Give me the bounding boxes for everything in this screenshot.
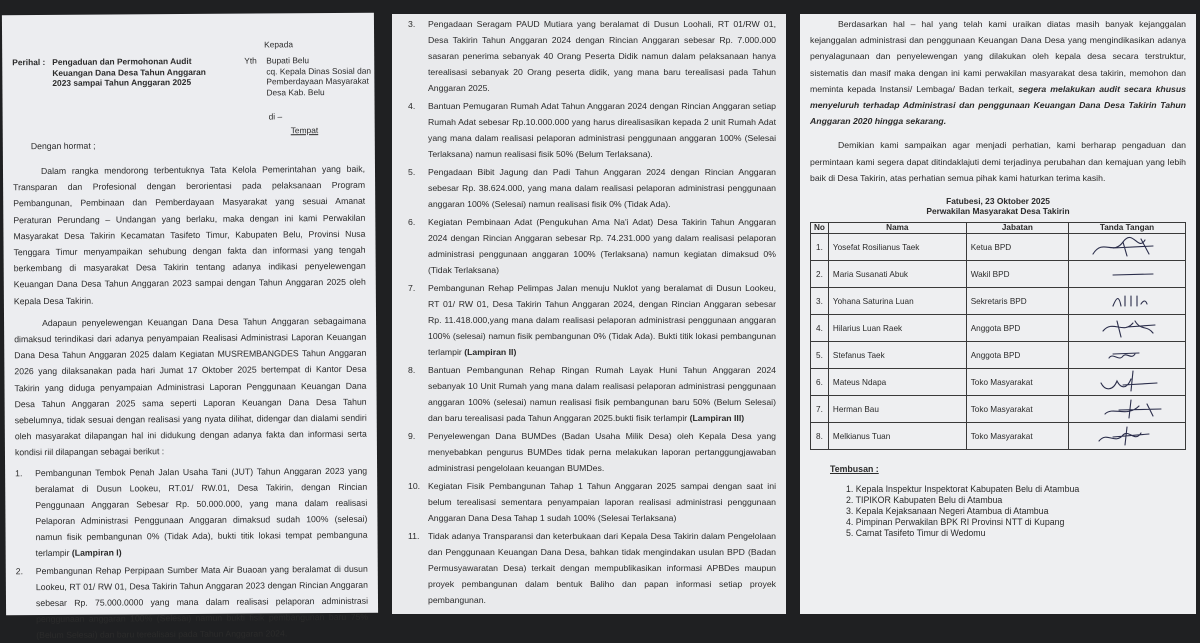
tembusan-item: 3. Kepala Kejaksanaan Negeri Atambua di Atambua <box>846 506 1049 517</box>
recipient-line: Bupati Belu <box>266 55 310 66</box>
paragraph-closing: Demikian kami sampaikan agar menjadi perhatian, kami berharap pengaduan dan permintaan kami segera dapat ditindaklajuti demi terjadinya perubahan dan kemajuan yang lebih baik di Desa Takirin, atas perhatian semua pihak kami haturkan terima kasih. <box>810 140 1186 183</box>
finding-item: 3. Pengadaan Seragam PAUD Mutiara yang beralamat di Dusun Loohali, RT 01/RW 01, Desa Takirin Tahun Anggaran 2024 dengan Rincian Anggaran sebesar Rp. 7.000.000 sasaran penerima sebanyak 40 Orang Peserta Didik namun dalam pelaksanaan hanya terealisasi sebanyak 20 Orang peserta didik, yang mana baru terealisasi pada Tahun Anggaran 2025. <box>408 19 776 93</box>
signatory-no: 5. <box>811 342 829 369</box>
col-header-jabatan: Jabatan <box>966 223 1068 234</box>
paragraph-findings: Adapaun penyelewengan Keuangan Dana Desa Tahun Anggaran sebagaimana dimaksud terindikasi dari adanya penyampaian Realisasi Administrasi Laporan Keuangan Dana Desa Tahun Anggaran 2025 dalam Kegiatan MUSREMBANGDES Tahun Anggaran 2026 yang dilaksanakan pada hari Jumat 17 Oktober 2025 bertempat di Kantor Desa Takirin yang diduga penyampaian Administrasi Laporan Penggunaan Keuangan Dana Desa Tahun Anggaran 2025 sama seperti Laporan Keuangan Dana Desa Tahun sebelumnya, tidak sesuai dengan realisasi yang nyata dilihat, didengar dan dialami sendiri oleh masyarakat dilapangan hal ini didukung dengan adanya fakta dan informasi serta kondisi riil dilapangan sebagai berikut : <box>14 315 367 458</box>
findings-list <box>15 462 368 642</box>
handwritten-signature <box>1069 369 1185 395</box>
handwritten-signature <box>1069 288 1185 314</box>
signatory-jabatan: Anggota BPD <box>966 342 1068 369</box>
finding-item: 6. Kegiatan Pembinaan Adat (Pengukuhan Ama Na'i Adat) Desa Takirin Tahun Anggaran 2024 dengan Rincian Anggaran sebesar Rp. 74.231.000 yang dalam realisasi pelaporan administrasi penggunaan anggaran 100% (Terlaksana) namun kegiatan dimaksud 0% (Tidak Terlaksana) <box>408 217 776 275</box>
finding-item: 2. Pembangunan Rehap Perpipaan Sumber Mata Air Buaoan yang beralamat di dusun Lookeu, RT 01/ RW 01, Desa Takirin Tahun Anggaran 2023 dengan Rincian Anggaran sebesar Rp. 75.000.0000 yang mana dalam realisasi pelaporan administrasi penggunaan anggaran 100% (Selesai) namun bukti fisik pembangunan baru 75% (Belum Selesai) dan baru terealisasi pada Tahun Anggaran 2024. <box>15 563 369 640</box>
signatory-no: 2. <box>811 261 829 288</box>
signatory-row <box>811 342 1186 369</box>
signatory-name: Herman Bau <box>828 396 966 423</box>
signatory-jabatan: Sekretaris BPD <box>966 288 1068 315</box>
signatory-jabatan: Toko Masyarakat <box>966 396 1068 423</box>
signatory-name: Yohana Saturina Luan <box>828 288 966 315</box>
finding-item: 9. Penyelewengan Dana BUMDes (Badan Usaha Milik Desa) oleh Kepala Desa yang menyebabkan pengurus BUMDes tidak perna melakukan laporan pertanggungjawaban administrasi pengelolaan keuangan BUMDes. <box>408 431 776 473</box>
finding-item: 11. Tidak adanya Transparansi dan keterbukaan dari Kepala Desa Takirin dalam Pengelolaan dan Penggunaan Keuangan Dana Desa, bahkan tidak mengindakan usulan BPD (Badan Permusyawaratan Desa) terkait dengan mempublikasikan informasi APBDes maupun proyek pembangunan dalam bentuk Baliho dan papan informasi setiap proyek pembangunan. <box>408 531 776 605</box>
greeting: Dengan hormat ; <box>30 140 96 152</box>
signature-image <box>1069 288 1186 315</box>
col-header-no: No <box>811 223 829 234</box>
signatory-name: Hilarius Luan Raek <box>828 315 966 342</box>
signatory-name: Mateus Ndapa <box>828 369 966 396</box>
signatory-row <box>811 423 1186 450</box>
signature-image <box>1069 396 1186 423</box>
signature-image <box>1069 369 1186 396</box>
handwritten-signature <box>1069 315 1185 341</box>
handwritten-signature <box>1069 342 1185 368</box>
finding-item: 8. Bantuan Pembangunan Rehap Ringan Rumah Layak Huni Tahun Anggaran 2024 sebanyak 10 Unit Rumah yang mana dalam realisasi pelaporan administrasi penggunaan anggaran 100% (selesai) namun realisasi fisik pembangunan baru 50% (Belum Selesai) dan baru terealisasi pada Tahun Anggaran 2025.bukti fisik terlampir (Lampiran III) <box>408 365 776 423</box>
tempat-label: Tempat <box>290 125 319 136</box>
signatory-no: 6. <box>811 369 829 396</box>
perihal-subject: Pengaduan dan Permohonan Audit Keuangan Dana Desa Tahun Anggaran 2023 sampai Tahun Anggaran 2025 <box>52 55 206 88</box>
place-date: Fatubesi, 23 Oktober 2025 <box>946 196 1050 207</box>
paragraph-intro: Dalam rangka mendorong terbentuknya Tata Kelola Pemerintahan yang baik, Transparan dan Profesional dengan berorientasi pada pelaksanaan Program Pembangunan, Pembinaan dan Pemberdayaan Masyarakat yang sesuai Amanat Peraturan Perundang – Undangan yang berlaku, maka dengan ini kami Perwakilan Masyarakat Desa Takirin Kecamatan Tasifeto Timur, Kabupaten Belu, Provinsi Nusa Tenggara Timur menyampaikan sehubung dengan fakta dan informasi yang tengah berkembang di masyarakat Desa Takirin tentang adanya indikasi penyelewengan Keuangan Dana Desa Tahun Anggaran 2023 sampai dengan Tahun Anggaran 2025 oleh Kepala Desa Takirin. <box>13 163 366 306</box>
signatory-row <box>811 315 1186 342</box>
col-header-tanda-tangan: Tanda Tangan <box>1069 223 1186 234</box>
signatory-name: Melkianus Tuan <box>828 423 966 450</box>
signatory-no: 8. <box>811 423 829 450</box>
signatory-no: 4. <box>811 315 829 342</box>
letter-page-2 <box>392 14 786 614</box>
signatory-row <box>811 261 1186 288</box>
signatory-name: Maria Susanati Abuk <box>828 261 966 288</box>
signatory-jabatan: Ketua BPD <box>966 234 1068 261</box>
tembusan-block <box>810 464 1186 539</box>
signatory-row <box>811 369 1186 396</box>
handwritten-signature <box>1069 423 1185 449</box>
handwritten-signature <box>1069 396 1185 422</box>
signatory-jabatan: Wakil BPD <box>966 261 1068 288</box>
letter-header <box>12 13 372 137</box>
signature-image <box>1069 315 1186 342</box>
tembusan-item: 4. Pimpinan Perwakilan BPK RI Provinsi NTT di Kupang <box>846 517 1065 528</box>
tembusan-title: Tembusan : <box>830 464 879 475</box>
signatory-table <box>810 222 1186 450</box>
signatory-name: Stefanus Taek <box>828 342 966 369</box>
recipient-block <box>266 55 376 98</box>
signatory-row <box>811 234 1186 261</box>
finding-item: 4. Bantuan Pemugaran Rumah Adat Tahun Anggaran 2024 dengan Rincian Anggaran setiap Rumah Adat sebesar Rp.10.000.000 yang harus direalisasikan kepada 2 unit Rumah Adat yang mana dalam realisasi pelaporan administrasi penggunaan anggaran 100% (Selesai Terlaksana) namun realisasi fisik 50% (Belum Terlaksana). <box>408 101 776 159</box>
signature-image <box>1069 423 1186 450</box>
col-header-nama: Nama <box>828 223 966 234</box>
signatory-no: 1. <box>811 234 829 261</box>
signatory-jabatan: Toko Masyarakat <box>966 369 1068 396</box>
findings-list-continued <box>402 16 776 608</box>
tembusan-item: 1. Kepala Inspektur Inspektorat Kabupaten Belu di Atambua <box>846 484 1080 495</box>
signatory-jabatan: Toko Masyarakat <box>966 423 1068 450</box>
letter-page-1 <box>2 13 378 640</box>
signature-image <box>1069 234 1186 261</box>
signatory-row <box>811 396 1186 423</box>
signature-block <box>810 196 1186 216</box>
signature-image <box>1069 261 1186 288</box>
finding-item: 5. Pengadaan Bibit Jagung dan Padi Tahun Anggaran 2024 dengan Rincian Anggaran sebesar Rp. 38.624.000, yang mana dalam realisasi pelaporan administrasi penggunaan anggaran 100% (Selesai) namun realisasi fisik 0% (Tidak Ada). <box>408 167 776 209</box>
paragraph-request: Berdasarkan hal – hal yang telah kami uraikan diatas masih banyak kejanggalan kejanggalan administrasi dan penggunaan Keuangan Dana Desa yang mengindikasikan adanya penyalagunaan dan penyelewengan yang dilakukan oleh kepala desa secara terstruktur, sistematis dan masif maka dengan ini kami perwakilan masyarakat desa takirin, memohon dan meminta kepada Instansi/ Lembaga/ Badan terkait, segera melakukan audit secara khusus menyeluruh terhadap Administrasi dan penggunaan Keuangan Dana Desa Takirin Tahun Anggaran 2020 hingga sekarang. <box>810 19 1186 127</box>
perihal-label: Perihal : <box>12 57 46 68</box>
handwritten-signature <box>1069 261 1185 287</box>
signatory-row <box>811 288 1186 315</box>
signatory-no: 7. <box>811 396 829 423</box>
tembusan-item: 5. Camat Tasifeto Timur di Wedomu <box>846 528 986 539</box>
finding-item: 10. Kegiatan Fisik Pembangunan Tahap 1 Tahun Anggaran 2025 sampai dengan saat ini belum terealisasi sementara penyampaian laporan realisasi administrasi penggunaan Anggaran Dana Desa Tahap 1 sudah 100% (Selesai Terlaksana) <box>408 481 776 523</box>
letter-page-3 <box>800 14 1196 614</box>
signatory-name: Yosefat Rosilianus Taek <box>828 234 966 261</box>
finding-item: 7. Pembangunan Rehap Pelimpas Jalan menuju Nuklot yang beralamat di Dusun Lookeu, RT 01/ RW 01, Desa Takirin Tahun Anggaran 2024, dengan Rincian Anggaran sebesar Rp. 11.418.000,yang mana dalam realisasi pelaporan administrasi penggunaan anggaran 100% (selesai) namun fisik pembangunan 0% (Tidak Ada). Bukti titik lokasi pembangunan terlampir (Lampiran II) <box>408 283 776 357</box>
signed-by: Perwakilan Masyarakat Desa Takirin <box>926 206 1070 217</box>
yth-label: Yth <box>244 55 257 66</box>
signatory-no: 3. <box>811 288 829 315</box>
signatory-jabatan: Anggota BPD <box>966 315 1068 342</box>
recipient-line: cq. Kepala Dinas Sosial dan Pemberdayaan Masyarakat Desa Kab. Belu <box>266 65 372 97</box>
di-label: di – <box>268 111 283 122</box>
kepada-label: Kepada <box>264 39 294 50</box>
signature-image <box>1069 342 1186 369</box>
tembusan-item: 2. TIPIKOR Kabupaten Belu di Atambua <box>846 495 1003 506</box>
handwritten-signature <box>1069 234 1185 260</box>
finding-item: 1. Pembangunan Tembok Penah Jalan Usaha Tani (JUT) Tahun Anggaran 2023 yang beralamat di Dusun Lookeu, RT.01/ RW.01, Desa Takirin, dengan Rincian Penggunaan Anggaran Sebesar Rp. 50.000.000, yang mana dalam realisasi Pelaporan Administrasi Penggunaan Anggaran dimaksud sudah 100% (selesai) namun fisik pembangunan 0% (Tidak Ada), bukti titik lokasi tempat pembanguna terlampir (Lampiran I) <box>15 465 368 558</box>
